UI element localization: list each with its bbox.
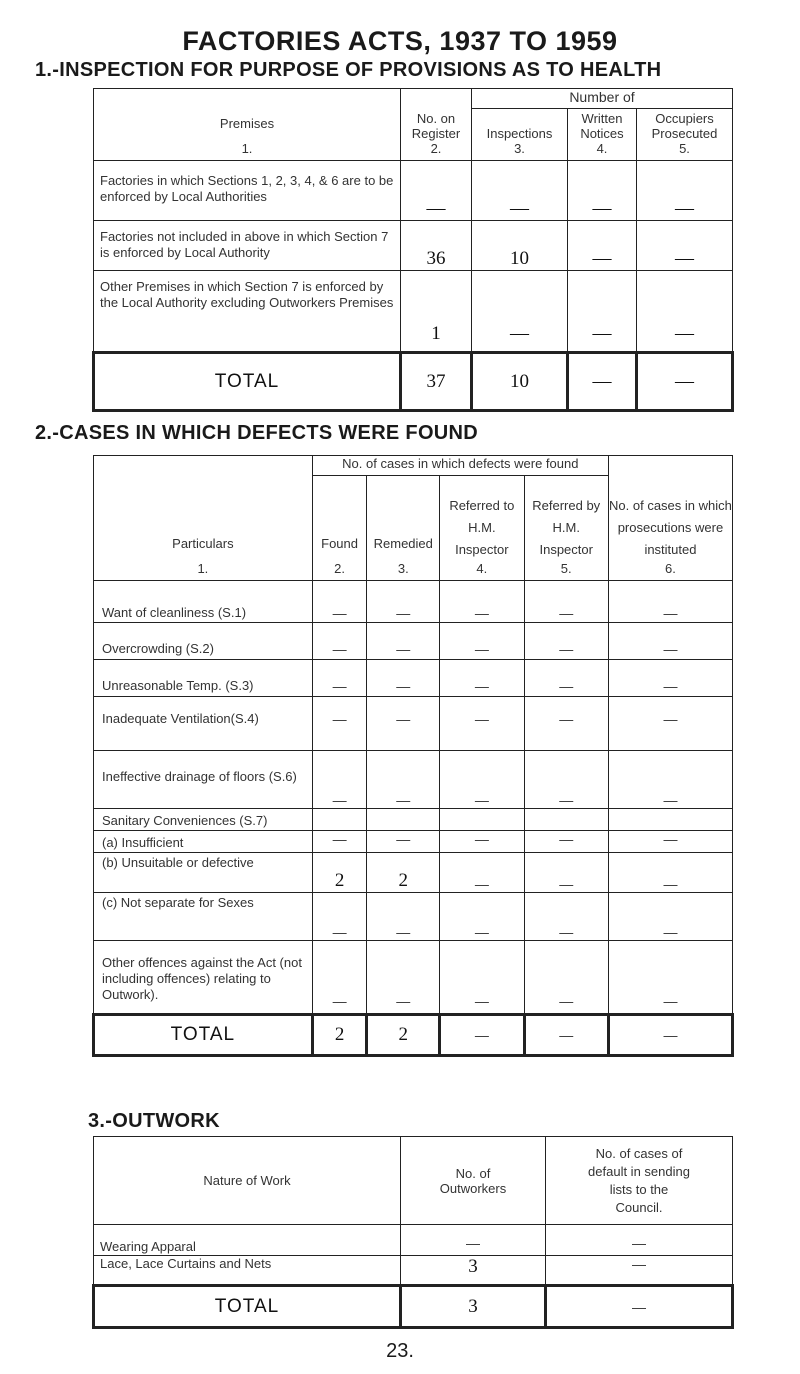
total-label: TOTAL — [94, 353, 401, 411]
found-unsuitable: 2 — [312, 853, 367, 893]
ref-to-insufficient: — — [440, 831, 524, 853]
ref-to-other-offences: — — [440, 941, 524, 1015]
remedied-other-offences: — — [367, 941, 440, 1015]
header-referred-to-num: 4. — [476, 561, 488, 576]
inspections-row-2: 10 — [472, 221, 568, 271]
ref-by-drainage: — — [524, 751, 608, 809]
prosecutions-drainage: — — [608, 751, 732, 809]
total-prosecuted: — — [637, 353, 733, 411]
table-row — [94, 751, 733, 809]
notices-row-1: — — [568, 161, 637, 221]
header-notices — [568, 109, 637, 161]
remedied-ventilation: — — [367, 697, 440, 751]
ref-to-ventilation: — — [440, 697, 524, 751]
header-particulars-label: Particulars — [172, 536, 234, 551]
defects-total-prosecutions: — — [608, 1015, 732, 1056]
ref-by-other-offences: — — [524, 941, 608, 1015]
remedied-not-separate: — — [367, 893, 440, 941]
table-row — [94, 1256, 733, 1286]
header-premises-num: 1. — [241, 141, 253, 156]
header-prosecutions-num: 6. — [665, 561, 676, 576]
prosecuted-row-2: — — [637, 221, 733, 271]
header-prosecutions — [608, 456, 732, 581]
page-number: 23. — [386, 1340, 414, 1362]
header-remedied — [367, 476, 440, 581]
header-inspections-num: 3. — [514, 141, 525, 156]
remedied-temperature: — — [367, 660, 440, 697]
header-referred-to — [440, 476, 524, 581]
section3-heading: 3.-OUTWORK — [88, 1110, 220, 1132]
header-inspections — [472, 109, 568, 161]
header-remedied-num: 3. — [397, 561, 409, 576]
remedied-sanitary — [367, 809, 440, 831]
table-row — [94, 581, 733, 623]
premises-row-2: Factories not included in above in which Section 7 is enforced by Local Authority — [94, 221, 401, 271]
total-notices: — — [568, 353, 637, 411]
header-notices-label: Written Notices — [580, 111, 624, 141]
header-outworkers: No. of Outworkers — [401, 1137, 546, 1225]
particular-drainage: Ineffective drainage of floors (S.6) — [94, 751, 313, 809]
header-default-cases: No. of cases of default in sending lists to the Council. — [546, 1137, 733, 1225]
section2-heading: 2.-CASES IN WHICH DEFECTS WERE FOUND — [35, 422, 479, 444]
inspections-row-1: — — [472, 161, 568, 221]
prosecutions-cleanliness: — — [608, 581, 732, 623]
ref-by-insufficient: — — [524, 831, 608, 853]
ref-by-not-separate: — — [524, 893, 608, 941]
notices-row-2: — — [568, 221, 637, 271]
ref-to-sanitary — [440, 809, 524, 831]
ref-to-drainage: — — [440, 751, 524, 809]
table-row — [94, 893, 733, 941]
found-other-offences: — — [312, 941, 367, 1015]
ref-to-overcrowding: — — [440, 623, 524, 660]
prosecutions-not-separate: — — [608, 893, 732, 941]
inspections-row-3: — — [472, 271, 568, 353]
header-referred-to-label: Referred to H.M. Inspector — [449, 498, 515, 557]
page-title: FACTORIES ACTS, 1937 TO 1959 — [182, 26, 618, 56]
section1-heading: 1.-INSPECTION FOR PURPOSE OF PROVISIONS AS TO HEALTH — [35, 59, 662, 81]
table-row — [94, 853, 733, 893]
found-ventilation: — — [312, 697, 367, 751]
table-row — [94, 1225, 733, 1256]
header-premises-label: Premises — [219, 116, 275, 131]
nature-lace: Lace, Lace Curtains and Nets — [94, 1256, 401, 1286]
remedied-overcrowding: — — [367, 623, 440, 660]
table-row — [94, 697, 733, 751]
found-overcrowding: — — [312, 623, 367, 660]
particular-cleanliness: Want of cleanliness (S.1) — [94, 581, 313, 623]
remedied-insufficient: — — [367, 831, 440, 853]
header-prosecuted-num: 5. — [679, 141, 690, 156]
ref-by-temperature: — — [524, 660, 608, 697]
found-not-separate: — — [312, 893, 367, 941]
ref-to-temperature: — — [440, 660, 524, 697]
total-register: 37 — [401, 353, 472, 411]
prosecuted-row-3: — — [637, 271, 733, 353]
found-insufficient: — — [312, 831, 367, 853]
premises-row-3: Other Premises in which Section 7 is enforced by the Local Authority excluding Outworkers Premises — [94, 271, 401, 353]
particular-temperature: Unreasonable Temp. (S.3) — [94, 660, 313, 697]
particular-other-offences: Other offences against the Act (not including offences) relating to Outwork). — [94, 941, 313, 1015]
ref-to-unsuitable: — — [440, 853, 524, 893]
ref-by-ventilation: — — [524, 697, 608, 751]
remedied-unsuitable: 2 — [367, 853, 440, 893]
particular-sanitary: Sanitary Conveniences (S.7) — [94, 809, 313, 831]
defects-total-remedied: 2 — [367, 1015, 440, 1056]
found-sanitary — [312, 809, 367, 831]
header-register-label: No. on Register — [411, 111, 461, 141]
prosecutions-ventilation: — — [608, 697, 732, 751]
header-referred-by-label: Referred by H.M. Inspector — [532, 498, 601, 557]
ref-by-unsuitable: — — [524, 853, 608, 893]
header-found — [312, 476, 367, 581]
header-prosecuted — [637, 109, 733, 161]
table-row — [94, 660, 733, 697]
defects-table — [92, 455, 734, 1057]
prosecutions-insufficient: — — [608, 831, 732, 853]
default-wearing-apparal: — — [546, 1225, 733, 1256]
outwork-table — [92, 1136, 734, 1329]
ref-to-not-separate: — — [440, 893, 524, 941]
header-found-label: Found — [321, 536, 358, 551]
table-row — [94, 831, 733, 853]
ref-by-cleanliness: — — [524, 581, 608, 623]
prosecuted-row-1: — — [637, 161, 733, 221]
header-register — [401, 89, 472, 161]
found-cleanliness: — — [312, 581, 367, 623]
default-lace: — — [546, 1256, 733, 1286]
header-particulars-num: 1. — [197, 561, 209, 576]
group-header-defects: No. of cases in which defects were found — [312, 456, 608, 476]
outwork-total-default: — — [546, 1286, 733, 1328]
particular-ventilation: Inadequate Ventilation(S.4) — [94, 697, 313, 751]
prosecutions-overcrowding: — — [608, 623, 732, 660]
outwork-total-outworkers: 3 — [401, 1286, 546, 1328]
defects-total-label: TOTAL — [94, 1015, 313, 1056]
particular-unsuitable: (b) Unsuitable or defective — [94, 853, 313, 893]
header-notices-num: 4. — [596, 141, 608, 156]
ref-to-cleanliness: — — [440, 581, 524, 623]
header-referred-by-num: 5. — [560, 561, 572, 576]
header-premises — [94, 89, 401, 161]
nature-wearing-apparal: Wearing Apparal — [94, 1225, 401, 1256]
header-found-num: 2. — [334, 561, 345, 576]
particular-overcrowding: Overcrowding (S.2) — [94, 623, 313, 660]
ref-by-sanitary — [524, 809, 608, 831]
defects-total-found: 2 — [312, 1015, 367, 1056]
outworkers-wearing-apparal: — — [401, 1225, 546, 1256]
defects-total-ref-to: — — [440, 1015, 524, 1056]
remedied-drainage: — — [367, 751, 440, 809]
prosecutions-unsuitable: — — [608, 853, 732, 893]
table-row — [94, 809, 733, 831]
found-drainage: — — [312, 751, 367, 809]
header-remedied-label: Remedied — [373, 536, 433, 551]
register-row-3: 1 — [401, 271, 472, 353]
health-inspection-table — [92, 88, 734, 412]
premises-row-1: Factories in which Sections 1, 2, 3, 4, & 6 are to be enforced by Local Authorities — [94, 161, 401, 221]
notices-row-3: — — [568, 271, 637, 353]
register-row-2: 36 — [401, 221, 472, 271]
remedied-cleanliness: — — [367, 581, 440, 623]
ref-by-overcrowding: — — [524, 623, 608, 660]
total-inspections: 10 — [472, 353, 568, 411]
outworkers-lace: 3 — [401, 1256, 546, 1286]
particular-insufficient: (a) Insufficient — [94, 831, 313, 853]
header-referred-by — [524, 476, 608, 581]
register-row-1: — — [401, 161, 472, 221]
table-row — [94, 623, 733, 660]
outwork-total-label: TOTAL — [94, 1286, 401, 1328]
prosecutions-other-offences: — — [608, 941, 732, 1015]
found-temperature: — — [312, 660, 367, 697]
header-register-num: 2. — [430, 141, 442, 156]
particular-not-separate: (c) Not separate for Sexes — [94, 893, 313, 941]
header-inspections-label: Inspections — [486, 126, 553, 141]
prosecutions-temperature: — — [608, 660, 732, 697]
header-prosecutions-label: No. of cases in which prosecutions were instituted — [609, 498, 732, 557]
group-header-number-of: Number of — [472, 89, 733, 109]
header-nature-of-work: Nature of Work — [94, 1137, 401, 1225]
header-particulars — [94, 456, 313, 581]
prosecutions-sanitary — [608, 809, 732, 831]
table-row — [94, 941, 733, 1015]
header-prosecuted-label: Occupiers Prosecuted — [651, 111, 718, 141]
defects-total-ref-by: — — [524, 1015, 608, 1056]
